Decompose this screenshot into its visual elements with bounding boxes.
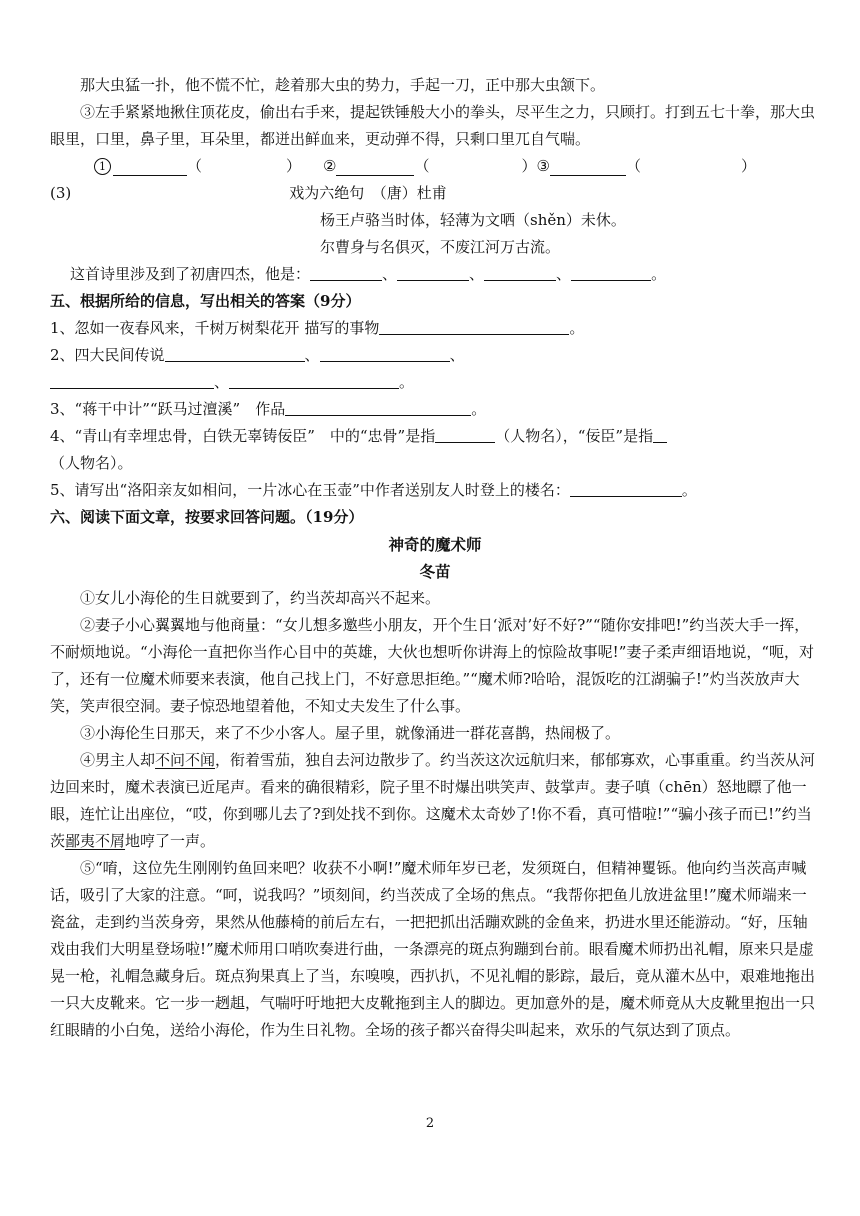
paren-open: （ [187,157,203,175]
circled-number: ② [323,157,337,175]
poem-line: 杨王卢骆当时体，轻薄为文哂（shěn）未休。 [320,211,626,229]
answer-blank[interactable] [571,263,651,281]
poem-number: (3) [50,184,72,202]
question-2: 2、四大民间传说 、 、 [50,346,465,364]
answer-blank[interactable] [397,263,469,281]
answer-blank[interactable] [484,263,556,281]
answer-blank[interactable] [113,158,187,176]
underlined-phrase: 鄙夷不屑 [65,832,126,850]
article-paragraph: ①女儿小海伦的生日就要到了，约当茨却高兴不起来。 [80,589,441,607]
answer-blank[interactable] [336,158,414,176]
poem-title-line [50,180,820,207]
answer-blank[interactable] [229,371,399,389]
question-4: 4、“青山有幸埋忠骨，白铁无辜铸佞臣” 中的“忠骨”是指 （人物名），“佞臣”是指 [50,423,820,450]
article-paragraph: ⑤“唷，这位先生刚刚钓鱼回来吧？收获不小啊!”魔术师年岁已老，发须斑白，但精神矍铄。他向约当茨高声喊话，吸引了大家的注意。“呵，说我吗？”顷刻间，约当茨成了全场的焦点。“我帮你把鱼儿放进盆里!”魔术师端来一瓷盆，走到约当茨身旁，果然从他藤椅的前后左右，一把把抓出活蹦欢跳的金鱼来，扔进水里还能游动。“好，压轴戏由我们大明星登场啦!”魔术师用口哨吹奏进行曲，一条漂亮的斑点狗蹦到台前。眼看魔术师扔出礼帽，原来只是虚晃一枪，礼帽急藏身后。斑点狗果真上了当，东嗅嗅，西扒扒，不见礼帽的影踪，最后，竟从灌木丛中，艰难地拖出一只大皮靴来。它一步一趔趄，气喘吁吁地把大皮靴拖到主人的脚边。更加意外的是，魔术师竟从大皮靴里抱出一只红眼睛的小白兔，送给小海伦，作为生日礼物。全场的孩子都兴奋得尖叫起来，欢乐的气氛达到了顶点。 [50,859,816,1039]
answer-blank[interactable] [653,425,667,443]
answer-blank[interactable] [320,344,450,362]
answer-blank[interactable] [550,158,626,176]
question-2-cont: 、 。 [50,369,820,396]
article-paragraph: ④男主人却不问不闻，衔着雪茄，独自去河边散步了。约当茨这次远航归来，郁郁寡欢，心事重重。约当茨从河边回来时，魔术表演已近尾声。看来的确很精彩，院子里不时爆出哄笑声、鼓掌声。妻子嗔（chēn）怒地瞟了他一眼，连忙让出座位，“哎，你到哪儿去了?到处找不到你。这魔术太奇妙了!你不看，真可惜啦!”“骗小孩子而已!”约当茨鄙夷不屑地哼了一声。 [50,751,816,850]
question-1: 1、忽如一夜春风来，千树万树梨花开 描写的事物 。 [50,319,585,337]
poem-title: 戏为六绝句 （唐）杜甫 [289,184,447,202]
section-heading: 五、根据所给的信息，写出相关的答案（9分） [50,292,361,310]
story-paragraph: 那大虫猛一扑，他不慌不忙，趁着那大虫的势力，手起一刀，正中那大虫颔下。 [80,76,606,94]
question-4-cont: （人物名）。 [50,454,133,472]
paren-open: （ [414,157,430,175]
paren-close: ） [286,157,302,175]
paren-close: ） [740,157,756,175]
section-heading: 六、阅读下面文章，按要求回答问题。（19分） [50,508,364,526]
article-paragraph: ③小海伦生日那天，来了不少小客人。屋子里，就像涌进一群花喜鹊，热闹极了。 [80,724,621,742]
answer-blank[interactable] [310,263,382,281]
circled-number: ③ [536,157,550,175]
paren-close: ） [521,157,537,175]
article-title: 神奇的魔术师 [388,535,482,554]
question-3: 3、“蒋干中计”“跃马过澶溪” 作品 。 [50,400,487,418]
article-author: 冬苗 [419,562,451,581]
poem-line: 尔曹身与名俱灭，不废江河万古流。 [320,238,561,256]
page-number: 2 [425,1116,435,1131]
document-page [50,72,820,1044]
answer-blank[interactable] [285,398,471,416]
poem-question: 这首诗里涉及到了初唐四杰，他是： 、 、 、 。 [70,265,667,283]
answer-blank[interactable] [165,344,305,362]
underlined-phrase: 不问不闻 [155,751,216,769]
answer-blank[interactable] [50,371,214,389]
answer-blank[interactable] [570,479,682,497]
question-5: 5、请写出“洛阳亲友如相问，一片冰心在玉壶”中作者送别友人时登上的楼名： 。 [50,481,697,499]
circled-number: 1 [94,158,111,175]
article-paragraph: ②妻子小心翼翼地与他商量：“女儿想多邀些小朋友，开个生日‘派对’好不好?”“随你安排吧!”约当茨大手一挥，不耐烦地说。“小海伦一直把你当作心目中的英雄，大伙也想听你讲海上的惊险故事呢!”妻子柔声细语地说，“呃，对了，还有一位魔术师要来表演，他自己找上门，不好意思拒绝。”“魔术师?哈哈，混饭吃的江湖骗子!”灼当茨放声大笑，笑声很空洞。妻子惊恐地望着他，不知丈夫发生了什么事。 [50,616,815,715]
paren-open: （ [625,157,641,175]
answer-blank[interactable] [435,425,495,443]
answer-blanks-row [50,153,820,180]
story-paragraph: ③左手紧紧地揪住顶花皮，偷出右手来，提起铁锤般大小的拳头，尽平生之力，只顾打。打到五七十拳，那大虫眼里，口里，鼻子里，耳朵里，都迸出鲜血来，更动弹不得，只剩口里兀自气喘。 [50,103,816,148]
answer-blank[interactable] [379,317,569,335]
